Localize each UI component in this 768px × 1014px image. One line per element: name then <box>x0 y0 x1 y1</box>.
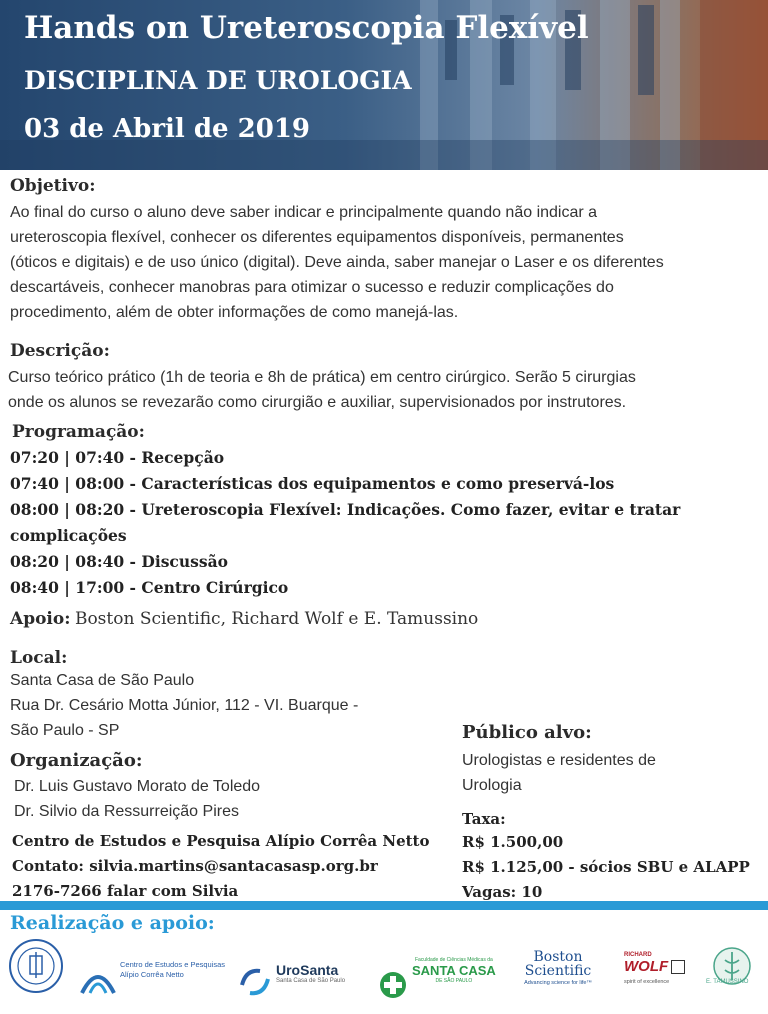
wolf-logo <box>624 952 685 985</box>
apoio-label: Apoio: <box>10 609 71 629</box>
taxa-line: R$ 1.500,00 <box>462 833 564 851</box>
wolf-name: WOLF <box>624 958 669 975</box>
programacao-list <box>10 445 760 601</box>
urosanta-logo-icon <box>238 953 272 1011</box>
publico-line: Urologia <box>462 777 522 794</box>
objetivo-line: descartáveis, conhecer manobras para otimizar o sucesso e reduzir complicações do <box>10 279 614 296</box>
santacasa-logo-icon <box>378 956 408 1014</box>
ceac-line2: Alípio Corrêa Netto <box>120 970 184 979</box>
objetivo-line: ureteroscopia flexível, conhecer os diferentes equipamentos disponíveis, permanentes <box>10 229 624 246</box>
taxa-block <box>462 830 750 905</box>
local-line: Santa Casa de São Paulo <box>10 672 195 689</box>
apoio-line <box>10 609 478 629</box>
publico-text <box>462 748 656 798</box>
boston-logo <box>514 950 602 986</box>
seal-logo <box>8 937 64 995</box>
boston-tag: Advancing science for life™ <box>524 980 592 986</box>
santacasa-logo-text <box>412 957 496 984</box>
programacao-item: 07:20 | 07:40 - Recepção <box>10 448 225 467</box>
wolf-icon <box>671 960 685 974</box>
descricao-text <box>8 365 763 415</box>
publico-line: Urologistas e residentes de <box>462 752 656 769</box>
tamussino-text: E. TAMUSSINO <box>706 979 749 985</box>
objetivo-heading: Objetivo: <box>10 176 96 196</box>
taxa-line: R$ 1.125,00 - sócios SBU e ALAPP <box>462 858 750 876</box>
event-title: Hands on Ureteroscopia Flexível <box>24 10 589 46</box>
descricao-line: Curso teórico prático (1h de teoria e 8h de prática) em centro cirúrgico. Serão 5 cirurgias <box>8 369 636 386</box>
organizacao-text <box>14 774 260 824</box>
apoio-value: Boston Scientific, Richard Wolf e E. Tamussino <box>74 609 479 629</box>
wolf-tag: spirit of excellence <box>624 979 670 985</box>
event-subtitle: DISCIPLINA DE UROLOGIA <box>24 66 412 95</box>
programacao-item: 08:20 | 08:40 - Discussão <box>10 552 228 571</box>
ceac-logo-icon <box>78 950 118 1008</box>
programacao-item: 08:00 | 08:20 - Ureteroscopia Flexível: Indicações. Como fazer, evitar e tratar <box>10 500 681 519</box>
local-text <box>10 668 358 743</box>
local-line: São Paulo - SP <box>10 722 120 739</box>
ceac-line1: Centro de Estudos e Pesquisas <box>120 960 226 969</box>
objetivo-text <box>10 200 760 325</box>
footer-divider <box>0 901 768 910</box>
event-date: 03 de Abril de 2019 <box>24 114 310 144</box>
objetivo-line: procedimento, além de obter informações de como manejá-las. <box>10 304 459 321</box>
contato-block <box>12 829 429 904</box>
contato-line: Contato: silvia.martins@santacasasp.org.br <box>12 857 378 875</box>
urosanta-name: UroSanta <box>276 962 339 978</box>
programacao-item: 07:40 | 08:00 - Características dos equipamentos e como preservá-los <box>10 474 615 493</box>
organizacao-heading: Organização: <box>10 750 143 771</box>
header-banner <box>0 0 768 170</box>
descricao-line: onde os alunos se revezarão como cirurgião e auxiliar, supervisionados por instrutores. <box>8 394 627 411</box>
wolf-row <box>624 958 685 975</box>
boston-line2: Scientific <box>524 963 592 979</box>
footer-title: Realização e apoio: <box>10 912 215 934</box>
urosanta-logo-text <box>276 962 345 984</box>
contato-line: Centro de Estudos e Pesquisa Alípio Corrêa Netto <box>12 832 430 850</box>
organizacao-line: Dr. Silvio da Ressurreição Pires <box>14 803 239 820</box>
programacao-item: complicações <box>10 526 127 545</box>
taxa-heading: Taxa: <box>462 810 506 828</box>
wolf-top: RICHARD <box>624 952 652 958</box>
objetivo-line: (óticos e digitais) e de uso único (digital). Deve ainda, saber manejar o Laser e os diferentes <box>10 254 664 271</box>
local-line: Rua Dr. Cesário Motta Júnior, 112 - VI. Buarque - <box>10 697 359 714</box>
tamussino-logo-icon <box>712 937 752 995</box>
santacasa-name: SANTA CASA <box>412 963 496 978</box>
contato-line: 2176-7266 falar com Silvia <box>12 882 239 900</box>
ceac-logo-text <box>120 960 225 980</box>
organizacao-line: Dr. Luis Gustavo Morato de Toledo <box>14 778 261 795</box>
urosanta-sub: Santa Casa de São Paulo <box>276 978 346 984</box>
santacasa-sub: DE SÃO PAULO <box>435 978 473 984</box>
santacasa-top: Faculdade de Ciências Médicas da <box>414 957 493 963</box>
objetivo-line: Ao final do curso o aluno deve saber indicar e principalmente quando não indicar a <box>10 204 598 221</box>
local-heading: Local: <box>10 648 68 668</box>
descricao-heading: Descrição: <box>10 341 110 361</box>
programacao-heading: Programação: <box>12 422 145 442</box>
taxa-line: Vagas: 10 <box>462 883 543 901</box>
publico-heading: Público alvo: <box>462 722 592 743</box>
boston-line1: Boston <box>533 949 583 965</box>
programacao-item: 08:40 | 17:00 - Centro Cirúrgico <box>10 578 289 597</box>
